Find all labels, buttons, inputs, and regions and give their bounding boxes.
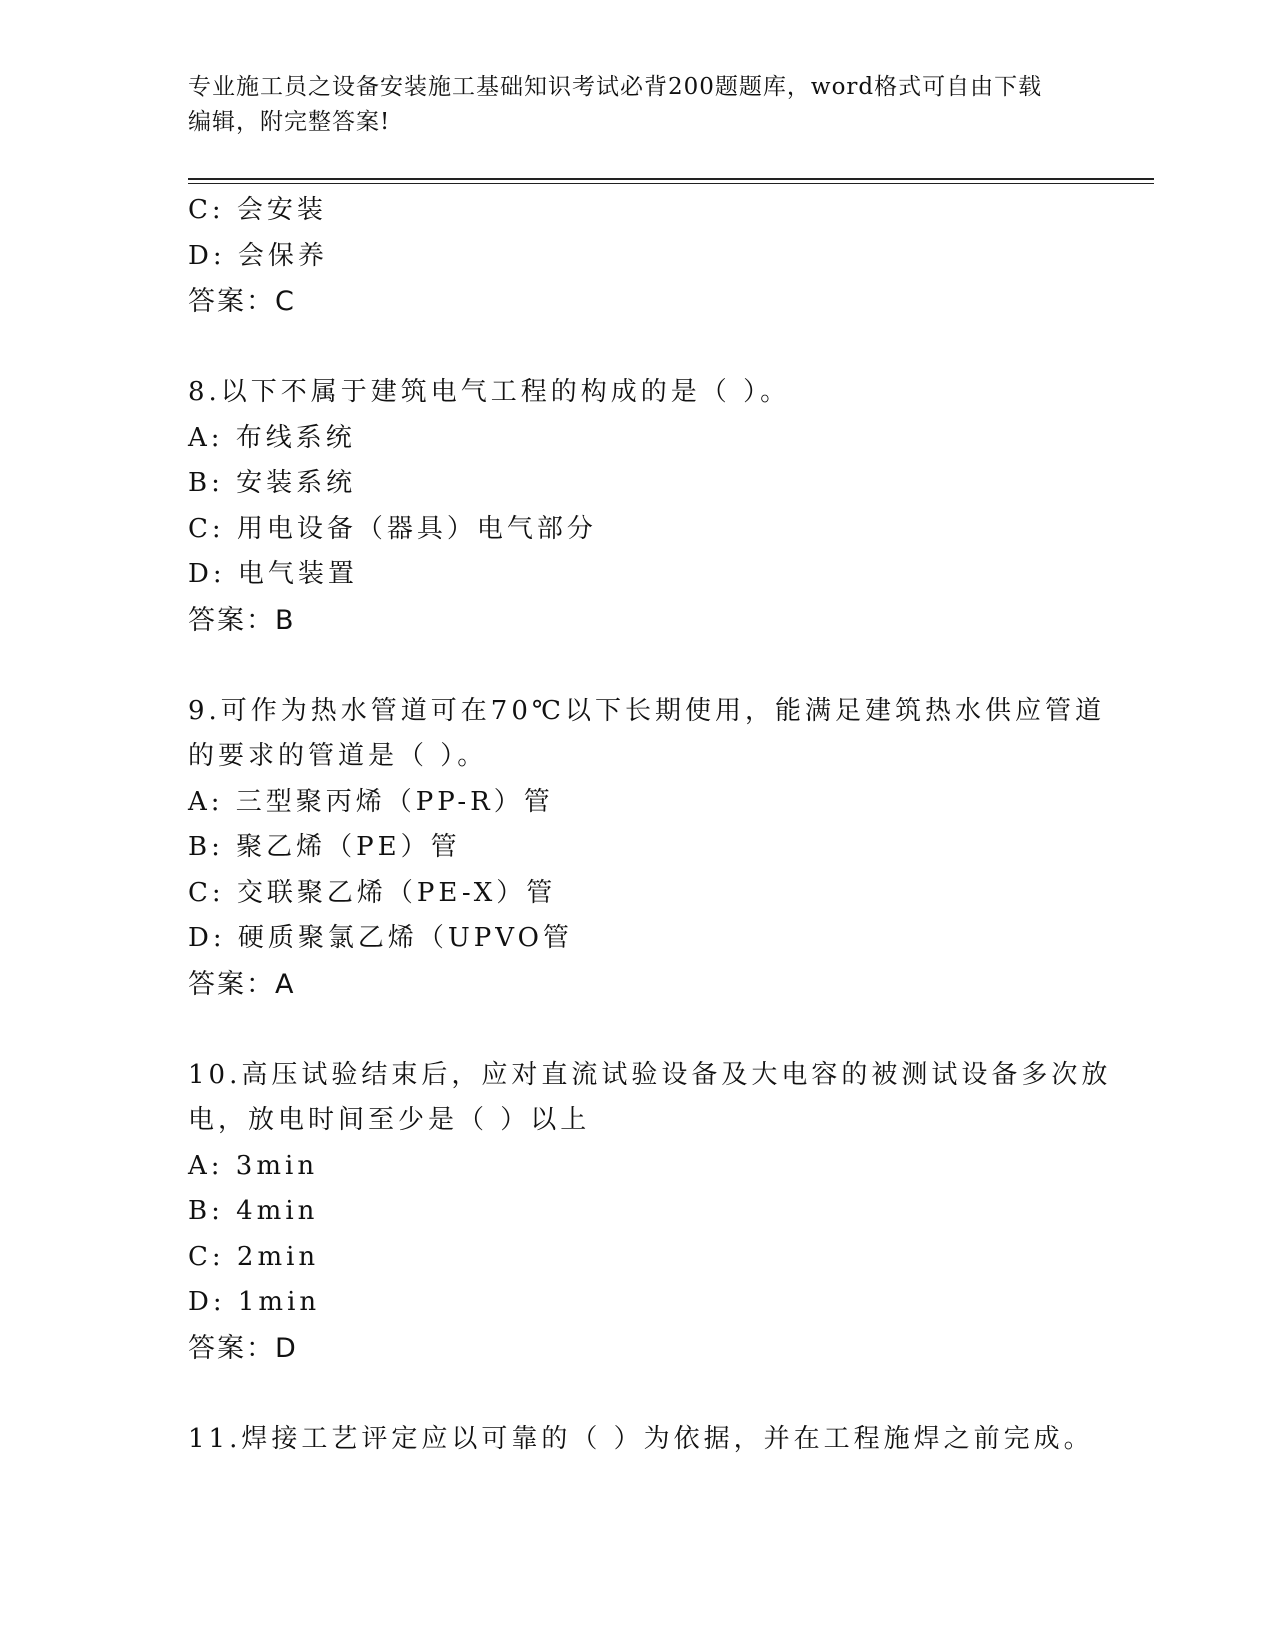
spacer xyxy=(188,643,1088,689)
q10-option-b: B: 4min xyxy=(188,1196,319,1226)
q10-question-line-1: 10.高压试验结束后，应对直流试验设备及大电容的被测试设备多次放 xyxy=(188,1059,1112,1090)
q10-option-c: C: 2min xyxy=(188,1241,320,1272)
q10-option-d: D: 1min xyxy=(188,1287,321,1317)
spacer xyxy=(188,1007,1088,1053)
q9-answer: 答案：A xyxy=(188,968,296,1000)
q8-question: 8.以下不属于建筑电气工程的构成的是（ ）。 xyxy=(188,377,791,407)
q8-option-a: A: 布线系统 xyxy=(188,422,356,453)
q9-option-d: D: 硬质聚氯乙烯（UPVO管 xyxy=(188,923,573,953)
q9-question-line-1: 9.可作为热水管道可在70℃以下长期使用，能满足建筑热水供应管道 xyxy=(188,695,1105,726)
document-header xyxy=(188,70,1068,140)
q7-option-c: C: 会安装 xyxy=(188,195,327,225)
q10-answer: 答案：D xyxy=(188,1332,298,1364)
q8-answer: 答案：B xyxy=(188,604,296,636)
header-rule-thin xyxy=(188,183,1154,184)
q10-question-line-2: 电，放电时间至少是（ ）以上 xyxy=(188,1105,591,1135)
question-list xyxy=(188,188,1112,1462)
q7-option-d: D: 会保养 xyxy=(188,240,328,271)
header-title-line-1: 专业施工员之设备安装施工基础知识考试必背200题题库，word格式可自由下载 xyxy=(188,74,1043,100)
q11-question: 11.焊接工艺评定应以可靠的（ ）为依据，并在工程施焊之前完成。 xyxy=(188,1423,1094,1454)
q9-option-a: A: 三型聚丙烯（PP-R）管 xyxy=(188,786,554,817)
q9-question-line-2: 的要求的管道是（ ）。 xyxy=(188,741,488,771)
q8-option-c: C: 用电设备（器具）电气部分 xyxy=(188,513,597,544)
spacer xyxy=(188,1371,1088,1417)
spacer xyxy=(188,325,1088,371)
q7-answer: 答案：C xyxy=(188,286,296,317)
header-rule-thick xyxy=(188,178,1154,180)
q9-option-b: B: 聚乙烯（PE）管 xyxy=(188,832,461,862)
q10-option-a: A: 3min xyxy=(188,1150,319,1181)
q9-option-c: C: 交联聚乙烯（PE-X）管 xyxy=(188,877,557,908)
q8-option-b: B: 安装系统 xyxy=(188,468,357,498)
header-title-line-2: 编辑，附完整答案! xyxy=(188,109,391,135)
q8-option-d: D: 电气装置 xyxy=(188,559,358,589)
